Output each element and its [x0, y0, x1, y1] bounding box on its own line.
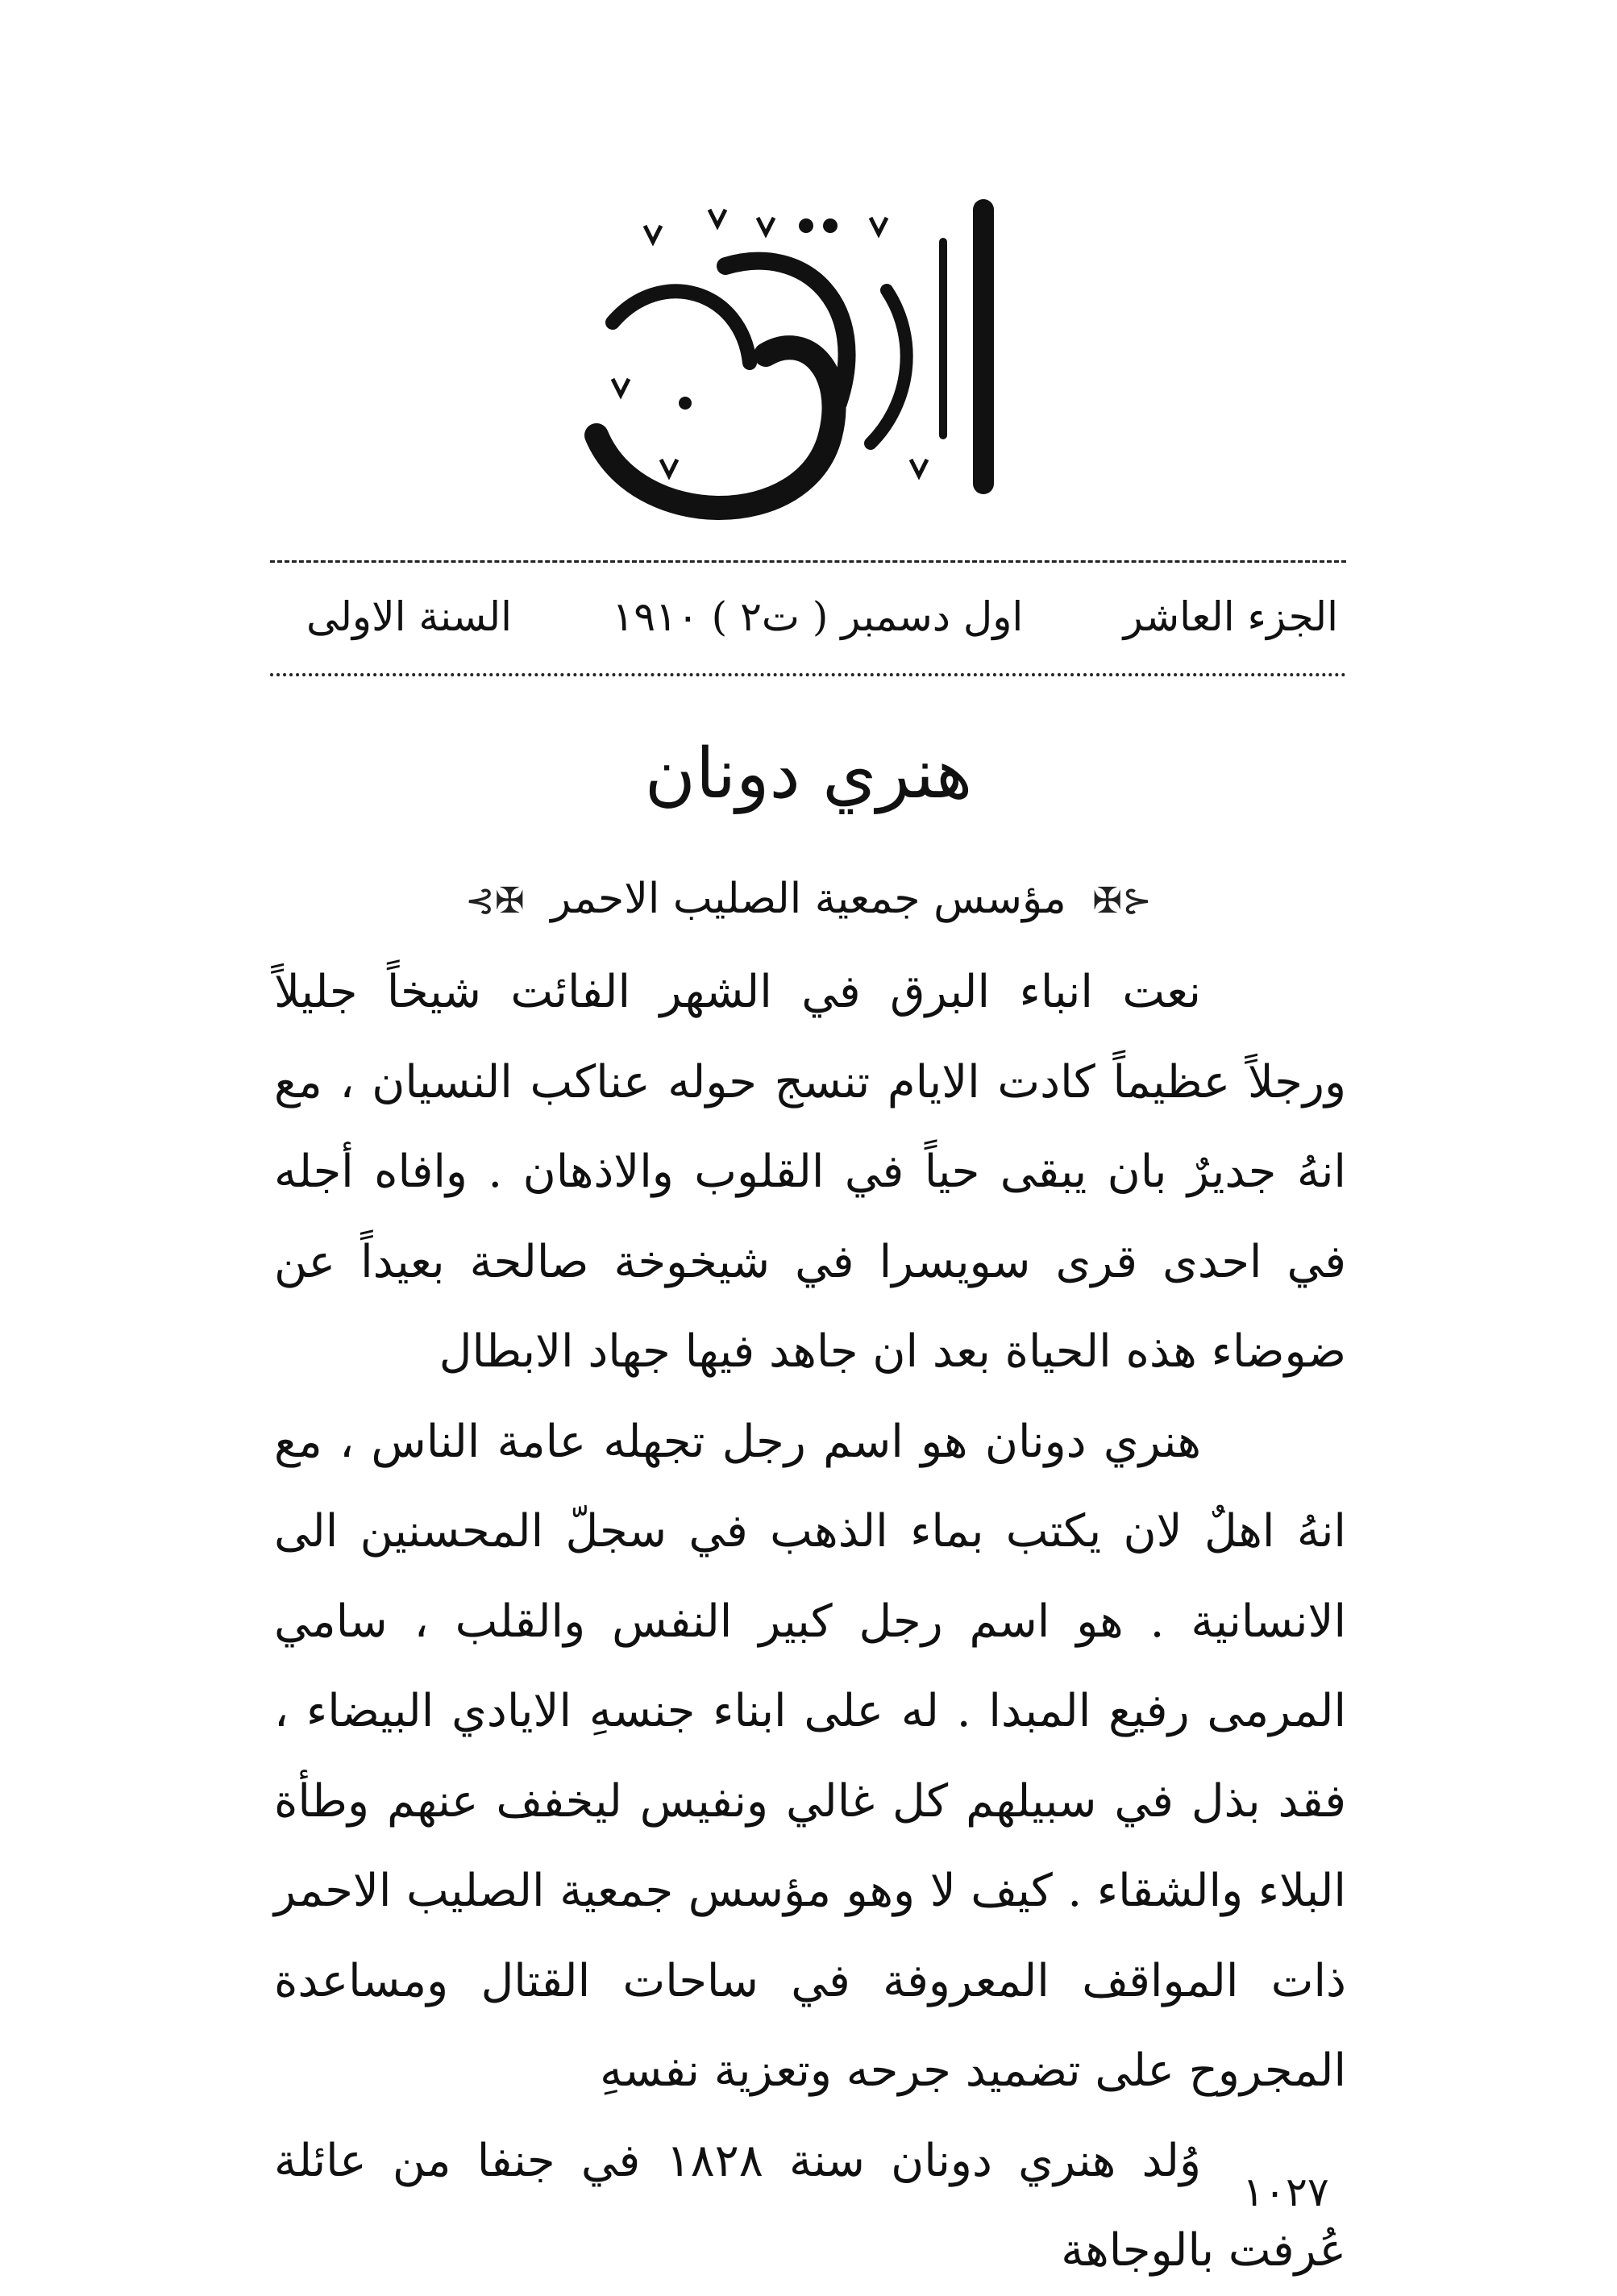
- header-rule-bottom: [270, 673, 1346, 676]
- ornament-left-icon: ✠⊱: [465, 880, 525, 921]
- paragraph-2: هنري دونان هو اسم رجل تجهله عامة الناس ، مع انهُ اهلٌ لان يكتب بماء الذهب في سجلّ المحسنين الى الانسانية . هو اسم رجل كبير النفس والقلب ، سامي المرمى رفيع المبدا . له على ابناء جنسهِ الايادي البيضاء ، فقد بذل في سبيلهم كل غالي ونفيس ليخفف عنهم وطأة البلاء والشقاء . كيف لا وهو مؤسس جمعية الصليب الاحمر ذات المواقف المعروفة في ساحات القتال ومساعدة المجروح على تضميد جرحه وتعزية نفسهِ: [274, 1415, 1346, 2097]
- article-subtitle-line: [0, 863, 1617, 938]
- issue-info-line: [306, 576, 1338, 657]
- paragraph-3: وُلد هنري دونان سنة ١٨٢٨ في جنفا من عائلة عُرفت بالوجاهة: [274, 2134, 1346, 2277]
- header-rule-top: [270, 560, 1346, 563]
- article-title: هنري دونان: [644, 734, 973, 814]
- article-subtitle: مؤسس جمعية الصليب الاحمر: [551, 875, 1066, 923]
- article-body: [274, 947, 1346, 2296]
- issue-date: اول دسمبر ( ت٢ ) ١٩١٠: [612, 593, 1024, 640]
- ornament-right-icon: ⊰✠: [1092, 880, 1152, 921]
- masthead-logo: [564, 193, 1064, 540]
- issue-part: الجزء العاشر: [1123, 593, 1338, 640]
- masthead-calligraphy: [564, 193, 1064, 540]
- issue-year: السنة الاولى: [306, 593, 512, 640]
- paragraph-1: نعت انباء البرق في الشهر الفائت شيخاً جليلاً ورجلاً عظيماً كادت الايام تنسج حوله عناكب النسيان ، مع انهُ جديرٌ بان يبقى حياً في القلوب والاذهان . وافاه أجله في احدى قرى سويسرا في شيخوخة صالحة بعيداً عن ضوضاء هذه الحياة بعد ان جاهد فيها جهاد الابطال: [274, 966, 1346, 1378]
- page-number: ١٠٢٧: [1242, 2169, 1329, 2215]
